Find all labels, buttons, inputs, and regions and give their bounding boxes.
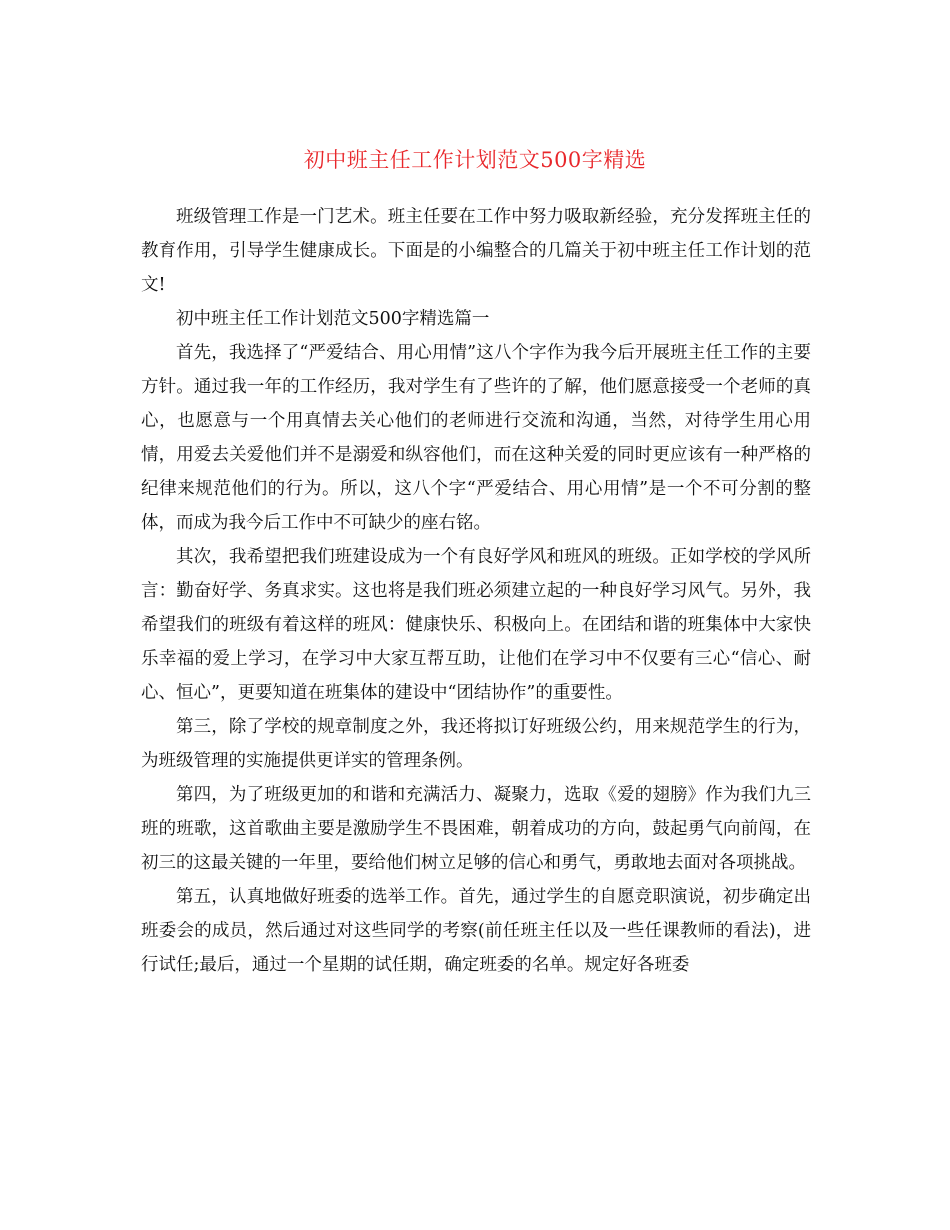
paragraph-second: 其次，我希望把我们班建设成为一个有良好学风和班风的班级。正如学校的学风所言：勤奋好学、务真求实。这也将是我们班必须建立起的一种良好学习风气。另外，我希望我们的班级有着这样的班风：健康快乐、积极向上。在团结和谐的班集体中大家快乐幸福的爱上学习，在学习中大家互帮互助，让他们在学习中不仅要有三心“信心、耐心、恒心”，更要知道在班集体的建设中“团结协作”的重要性。: [141, 547, 811, 703]
paragraph-fourth: 第四，为了班级更加的和谐和充满活力、凝聚力，选取《爱的翅膀》作为我们九三班的班歌，这首歌曲主要是激励学生不畏困难，朝着成功的方向，鼓起勇气向前闯，在初三的这最关键的一年里，要给他们树立足够的信心和勇气，勇敢地去面对各项挑战。: [141, 785, 811, 873]
document-title: 初中班主任工作计划范文500字精选: [303, 148, 647, 172]
document-body: [141, 200, 811, 982]
paragraph-first: 首先，我选择了“严爱结合、用心用情”这八个字作为我今后开展班主任工作的主要方针。通过我一年的工作经历，我对学生有了些许的了解，他们愿意接受一个老师的真心，也愿意与一个用真情去关心他们的老师进行交流和沟通，当然，对待学生用心用情，用爱去关爱他们并不是溺爱和纵容他们，而在这种关爱的同时更应该有一种严格的纪律来规范他们的行为。所以，这八个字“严爱结合、用心用情”是一个不可分割的整体，而成为我今后工作中不可缺少的座右铭。: [141, 343, 811, 533]
paragraph-third: 第三，除了学校的规章制度之外，我还将拟订好班级公约，用来规范学生的行为，为班级管理的实施提供更详实的管理条例。: [141, 717, 811, 771]
paragraph-intro: 班级管理工作是一门艺术。班主任要在工作中努力吸取新经验，充分发挥班主任的教育作用，引导学生健康成长。下面是的小编整合的几篇关于初中班主任工作计划的范文!: [141, 207, 811, 295]
paragraph-fifth: 第五，认真地做好班委的选举工作。首先，通过学生的自愿竞职演说，初步确定出班委会的成员，然后通过对这些同学的考察(前任班主任以及一些任课教师的看法)，进行试任;最后，通过一个星期的试任期，确定班委的名单。规定好各班委: [141, 887, 811, 975]
section-heading: 初中班主任工作计划范文500字精选篇一: [176, 309, 490, 329]
